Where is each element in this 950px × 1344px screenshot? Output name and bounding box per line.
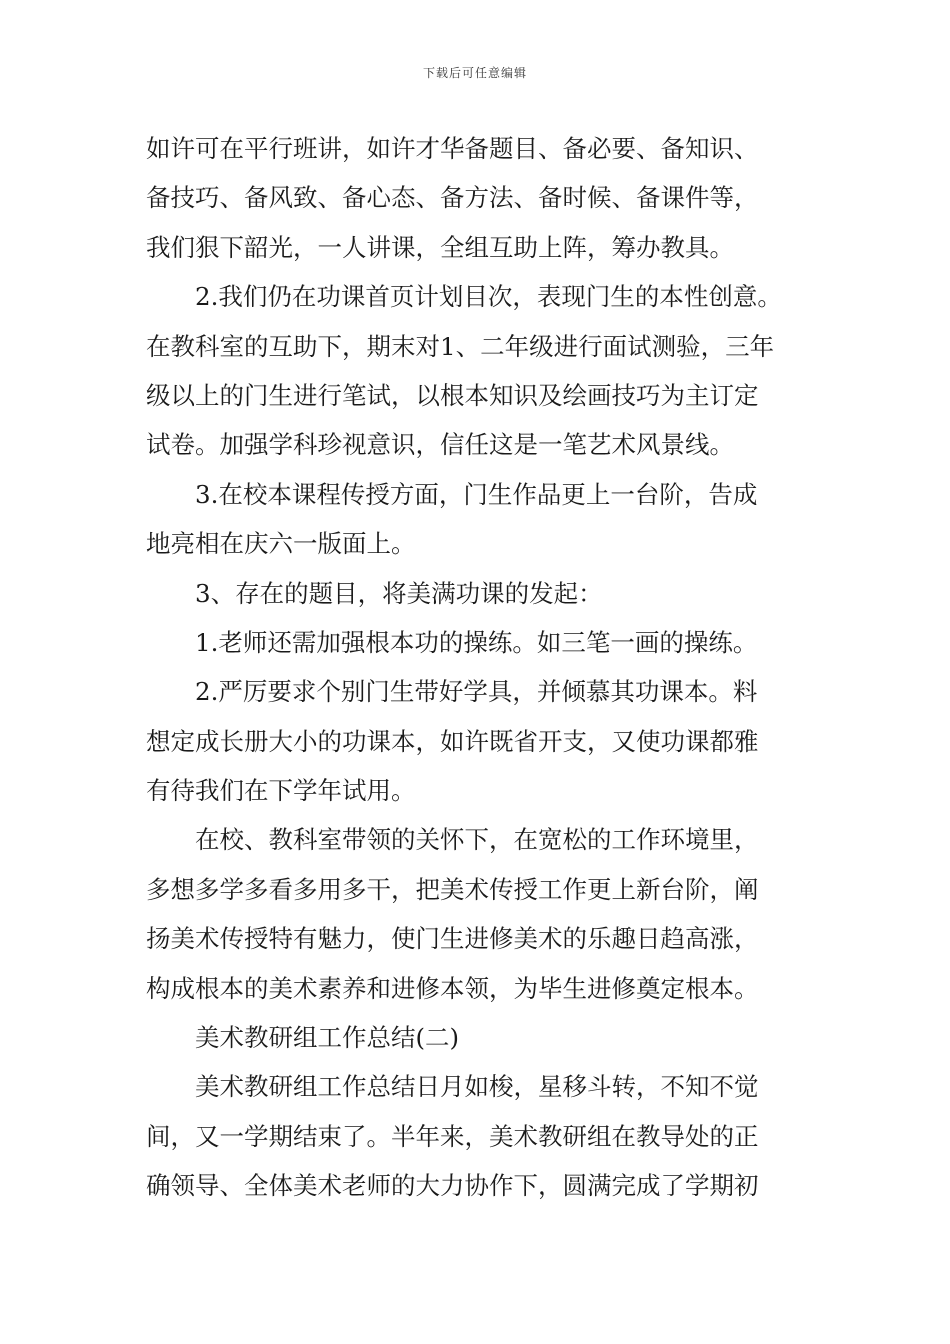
text-line: 多想多学多看多用多干，把美术传授工作更上新台阶，阐 [146, 874, 759, 904]
text-line: 级以上的门生进行笔试，以根本知识及绘画技巧为主订定 [146, 380, 759, 410]
text-line: 3.在校本课程传授方面，门生作品更上一台阶，告成 [195, 479, 758, 509]
text-line: 间，又一学期结束了。半年来，美术教研组在教导处的正 [146, 1121, 759, 1151]
document-body [146, 124, 846, 1211]
section-heading: 3、存在的题目，将美满功课的发起： [195, 578, 603, 608]
text-line: 有待我们在下学年试用。 [146, 776, 416, 806]
text-line: 备技巧、备风致、备心态、备方法、备时候、备课件等， [146, 183, 759, 213]
text-line: 地亮相在庆六一版面上。 [146, 529, 416, 559]
text-line: 试卷。加强学科珍视意识，信任这是一笔艺术风景线。 [146, 430, 734, 460]
text-line: 在教科室的互助下，期末对1、二年级进行面试测验，三年 [146, 331, 775, 361]
text-line: 构成根本的美术素养和进修本领，为毕生进修奠定根本。 [146, 973, 759, 1003]
text-line: 在校、教科室带领的关怀下，在宽松的工作环境里， [195, 825, 759, 855]
page-header: 下载后可任意编辑 [422, 66, 527, 80]
section-title: 美术教研组工作总结(二) [195, 1023, 460, 1053]
text-line: 我们狠下韶光，一人讲课，全组互助上阵，筹办教具。 [146, 232, 734, 262]
text-line: 美术教研组工作总结日月如梭，星移斗转，不知不觉 [195, 1072, 759, 1102]
text-line: 想定成长册大小的功课本，如许既省开支，又使功课都雅 [146, 726, 759, 756]
text-line: 2.严厉要求个别门生带好学具，并倾慕其功课本。料 [195, 677, 758, 707]
text-line: 确领导、全体美术老师的大力协作下，圆满完成了学期初 [146, 1171, 759, 1201]
text-line: 2.我们仍在功课首页计划目次，表现门生的本性创意。 [195, 282, 782, 312]
text-line: 1.老师还需加强根本功的操练。如三笔一画的操练。 [195, 627, 758, 657]
text-line: 如许可在平行班讲，如许才华备题目、备必要、备知识、 [146, 134, 759, 163]
text-line: 扬美术传授特有魅力，使门生进修美术的乐趣日趋高涨， [146, 924, 759, 954]
